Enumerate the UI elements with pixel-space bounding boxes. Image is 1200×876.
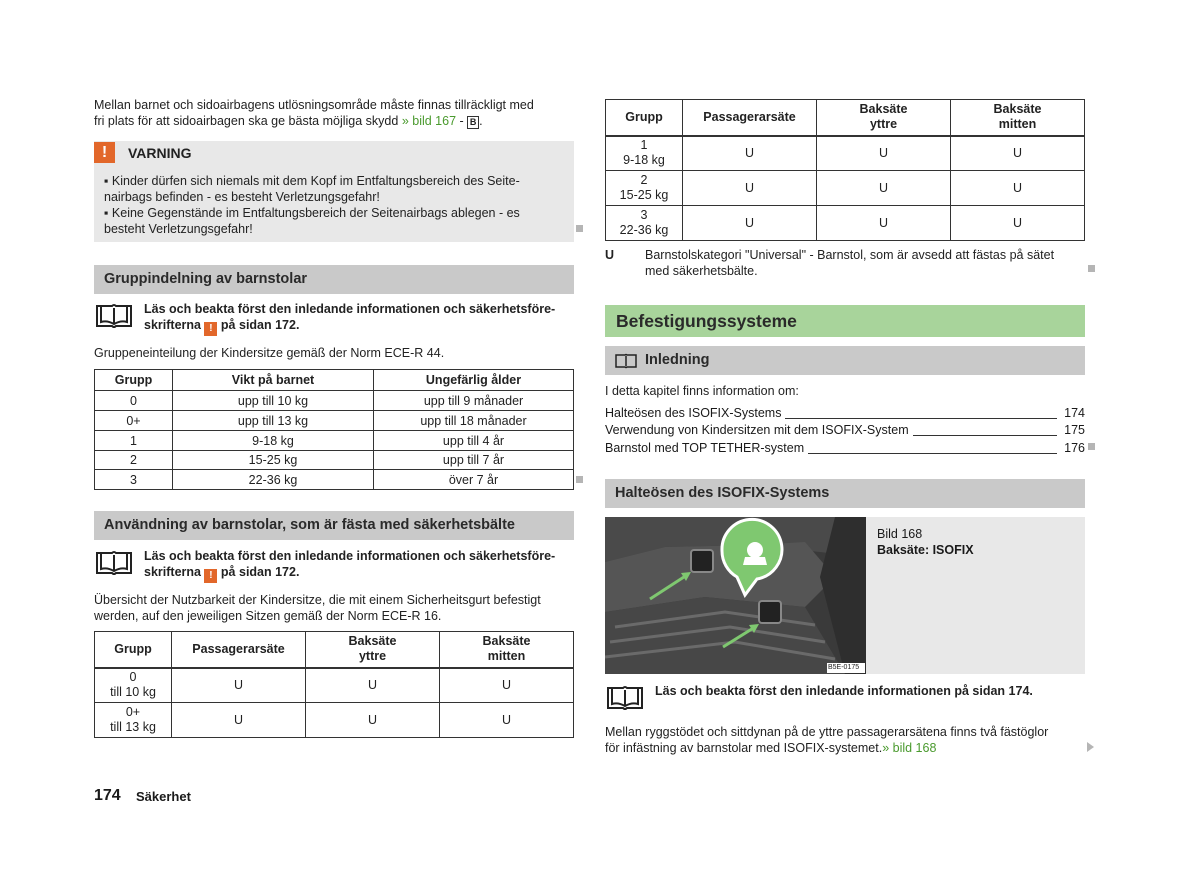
- warning-item-cont: nairbags befinden - es besteht Verletzungsgefahr!: [104, 190, 380, 204]
- safety-note: Läs och beakta först den inledande informationen och säkerhetsföre- skrifterna ! på sidan 172.: [144, 302, 556, 334]
- warning-title: VARNING: [128, 145, 192, 161]
- figure-link[interactable]: » bild 168: [882, 741, 937, 755]
- warning-box: [94, 141, 574, 242]
- figure-link[interactable]: » bild 167: [401, 114, 457, 128]
- table-row: 0 upp till 10 kg upp till 9 månader: [95, 391, 574, 411]
- col-header: Grupp: [606, 100, 683, 136]
- toc-entry[interactable]: Halteösen des ISOFIX-Systems 174: [605, 406, 1085, 420]
- col-header: Grupp: [95, 370, 173, 391]
- seatbelt-table: [94, 631, 574, 738]
- warning-item-cont: besteht Verletzungsgefahr!: [104, 222, 253, 236]
- seatbelt-table-continued: [605, 99, 1085, 241]
- col-header: Baksäte yttre: [306, 632, 440, 668]
- section-header-seatbelt: [94, 511, 574, 540]
- warning-icon: !: [94, 142, 115, 163]
- section-title: Gruppindelning av barnstolar: [104, 271, 308, 287]
- table-row: 2 15-25 kg upp till 7 år: [95, 451, 574, 470]
- col-header: Ungefärlig ålder: [374, 370, 574, 391]
- table-row: 0+ upp till 13 kg upp till 18 månader: [95, 411, 574, 431]
- page-number: 174: [94, 787, 121, 804]
- section-header-group-classification: [94, 265, 574, 294]
- section-description: Übersicht der Nutzbarkeit der Kindersitze, die mit einem Sicherheitsgurt befestigt werden, auf den jeweiligen Sitzen gemäß der Norm ECE-R 16.: [94, 593, 541, 623]
- car-seat-illustration: [605, 517, 866, 674]
- intro-header: [605, 346, 1085, 375]
- figure-code: B5E-0175: [828, 664, 860, 671]
- intro-line-1: Mellan barnet och sidoairbagens utlösningsområde måste finnas tillräckligt med: [94, 98, 534, 112]
- col-header: Baksäte mitten: [440, 632, 574, 668]
- table-row: 0 till 10 kg U U U: [95, 668, 574, 703]
- col-header: Passagerarsäte: [172, 632, 306, 668]
- group-table: [94, 369, 574, 490]
- book-icon: [95, 302, 133, 330]
- book-icon: [606, 684, 644, 712]
- intro-paragraph: [94, 97, 574, 129]
- warning-icon: !: [204, 569, 217, 583]
- warning-body: [104, 173, 559, 237]
- end-marker: [576, 225, 583, 232]
- intro-line-2: fri plats för att sidoairbagen ska ge bästa möjliga skydd » bild 167 - B .: [94, 114, 483, 128]
- toc-entry[interactable]: Verwendung von Kindersitzen mit dem ISOFIX-System 175: [605, 423, 1085, 437]
- table-row: 1 9-18 kg upp till 4 år: [95, 431, 574, 451]
- continue-arrow-icon: [1087, 742, 1094, 752]
- intro-text: I detta kapitel finns information om:: [605, 384, 799, 398]
- figure-caption: Baksäte: ISOFIX: [877, 543, 974, 557]
- col-header: Grupp: [95, 632, 172, 668]
- warning-item: ▪ Keine Gegenstände im Entfaltungsbereich der Seitenairbags ablegen - es: [104, 206, 520, 220]
- chapter-title: Befestigungssysteme: [616, 311, 797, 331]
- isofix-figure: [605, 517, 866, 674]
- legend-key: U: [605, 248, 615, 262]
- table-row: 1 9-18 kg U U U: [606, 136, 1085, 171]
- col-header: Vikt på barnet: [173, 370, 374, 391]
- section-title: Halteösen des ISOFIX-Systems: [615, 485, 830, 501]
- col-header: Baksäte yttre: [817, 100, 951, 136]
- toc-entry[interactable]: Barnstol med TOP TETHER-system 176: [605, 441, 1085, 455]
- section-title: Användning av barnstolar, som är fästa med säkerhetsbälte: [104, 517, 515, 533]
- book-icon: [615, 353, 637, 369]
- table-row: 0+ till 13 kg U U U: [95, 703, 574, 738]
- intro-title: Inledning: [645, 352, 710, 368]
- safety-note: Läs och beakta först den inledande informationen och säkerhetsföre- skrifterna ! på sidan 172.: [144, 549, 556, 581]
- figure-part-badge: B: [467, 116, 479, 129]
- isofix-paragraph: Mellan ryggstödet och sittdynan på de yttre passagerarsätena finns två fästöglor för infästning av barnstolar med ISOFIX-systemet.» bild 168: [605, 725, 1049, 755]
- warning-icon: !: [204, 322, 217, 336]
- section-header-isofix: [605, 479, 1085, 508]
- warning-header: [94, 141, 574, 165]
- section-description: Gruppeneinteilung der Kindersitze gemäß der Norm ECE-R 44.: [94, 346, 445, 360]
- col-header: Passagerarsäte: [683, 100, 817, 136]
- book-icon: [95, 549, 133, 577]
- table-row: 3 22-36 kg U U U: [606, 206, 1085, 241]
- safety-note: Läs och beakta först den inledande informationen på sidan 174.: [655, 684, 1033, 698]
- warning-item: ▪ Kinder dürfen sich niemals mit dem Kopf im Entfaltungsbereich des Seite-: [104, 174, 520, 188]
- end-marker: [1088, 443, 1095, 450]
- end-marker: [576, 476, 583, 483]
- figure-label: Bild 168: [877, 527, 923, 541]
- end-marker: [1088, 265, 1095, 272]
- footer-section: Säkerhet: [136, 789, 191, 804]
- chapter-header: [605, 305, 1085, 337]
- table-row: 3 22-36 kg över 7 år: [95, 470, 574, 490]
- table-row: 2 15-25 kg U U U: [606, 171, 1085, 206]
- col-header: Baksäte mitten: [951, 100, 1085, 136]
